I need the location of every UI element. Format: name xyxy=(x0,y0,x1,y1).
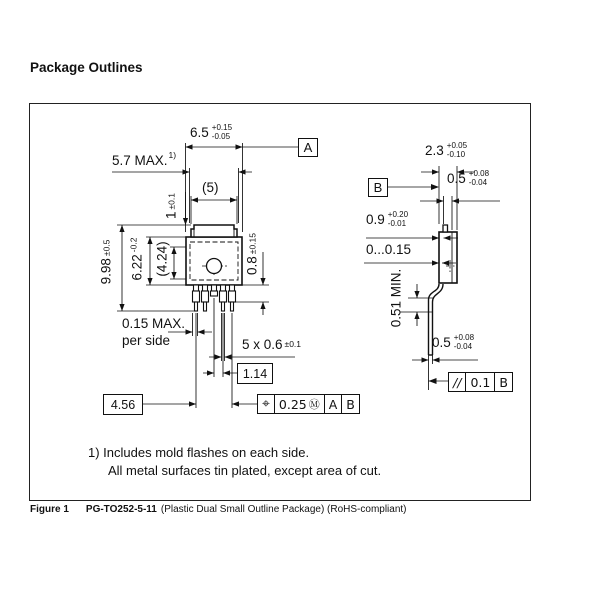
footnote-line-2: All metal surfaces tin plated, except area of cut. xyxy=(108,463,382,478)
dim-lead-width-label: 5 x 0.6 ±0.1 xyxy=(242,337,302,352)
dim-total-height-label: 9.98 ±0.5 xyxy=(98,239,114,285)
dim-tab-edge-label: 0.5 +0.08 -0.04 xyxy=(447,169,490,187)
dim-lead-stub-label: 0.8 ±0.15 xyxy=(244,233,260,275)
datum-b-box: B xyxy=(368,178,388,197)
fcf-datum-cell: B xyxy=(494,373,512,391)
dim-tab-thickness-label: 0.9 +0.20 -0.01 xyxy=(366,210,409,228)
package-name: PG-TO252-5-11 xyxy=(85,504,157,515)
dim-mold-flash-label: 0.15 MAX. per side xyxy=(122,316,186,348)
position-symbol-icon: ⌖ xyxy=(262,396,270,412)
dim-value: 6.5 xyxy=(190,125,209,140)
footnote-line-1: 1) Includes mold flashes on each side. xyxy=(88,445,310,460)
datum-a-box: A xyxy=(298,138,318,157)
dim-body-height-label: 6.22 -0.2 xyxy=(128,237,145,281)
mmc-modifier-icon: Ⓜ xyxy=(308,398,320,411)
dim-lead-span-box: 4.56 xyxy=(103,394,143,415)
figure-number: Figure 1 xyxy=(30,504,69,515)
fcf-parallelism-frame xyxy=(448,372,513,392)
fcf-datum1-cell: A xyxy=(324,395,342,413)
fcf-tolerance-cell: 0.1 xyxy=(465,373,494,391)
dim-lead-min-label: 0.51 MIN. xyxy=(388,268,404,328)
page-title: Package Outlines xyxy=(30,60,143,75)
footnote xyxy=(88,444,381,480)
dim-ref-height-label: (4.24) xyxy=(154,241,170,277)
dim-lead-pitch-box: 1.14 xyxy=(237,363,273,384)
dim-thickness-label: 2.3 +0.05 -0.10 xyxy=(425,141,468,159)
dim-tab-width-label: (5) xyxy=(202,180,219,195)
dim-tab-height-label: 1 ±0.1 xyxy=(163,193,179,219)
tolerance-stack: +0.15 -0.05 xyxy=(211,123,233,141)
fcf-position-frame xyxy=(257,394,360,414)
fcf-tolerance-cell: 0.25 Ⓜ xyxy=(274,395,324,413)
figure-caption xyxy=(30,504,407,515)
dim-body-width-label xyxy=(190,124,232,141)
dim-standoff-label: 0...0.15 xyxy=(366,242,412,257)
dimension-arrowheads xyxy=(119,144,464,406)
dim-lead-thickness-label: 0.5 +0.08 -0.04 xyxy=(432,333,475,351)
footnote-reference: 1) xyxy=(168,150,177,160)
dim-width-max-label: 5.7 MAX. $^{1)}$ xyxy=(112,150,177,168)
parallelism-symbol-icon: // xyxy=(453,374,462,390)
package-description: (Plastic Dual Small Outline Package) (RoHS-compliant) xyxy=(160,504,407,515)
fcf-datum2-cell: B xyxy=(341,395,359,413)
